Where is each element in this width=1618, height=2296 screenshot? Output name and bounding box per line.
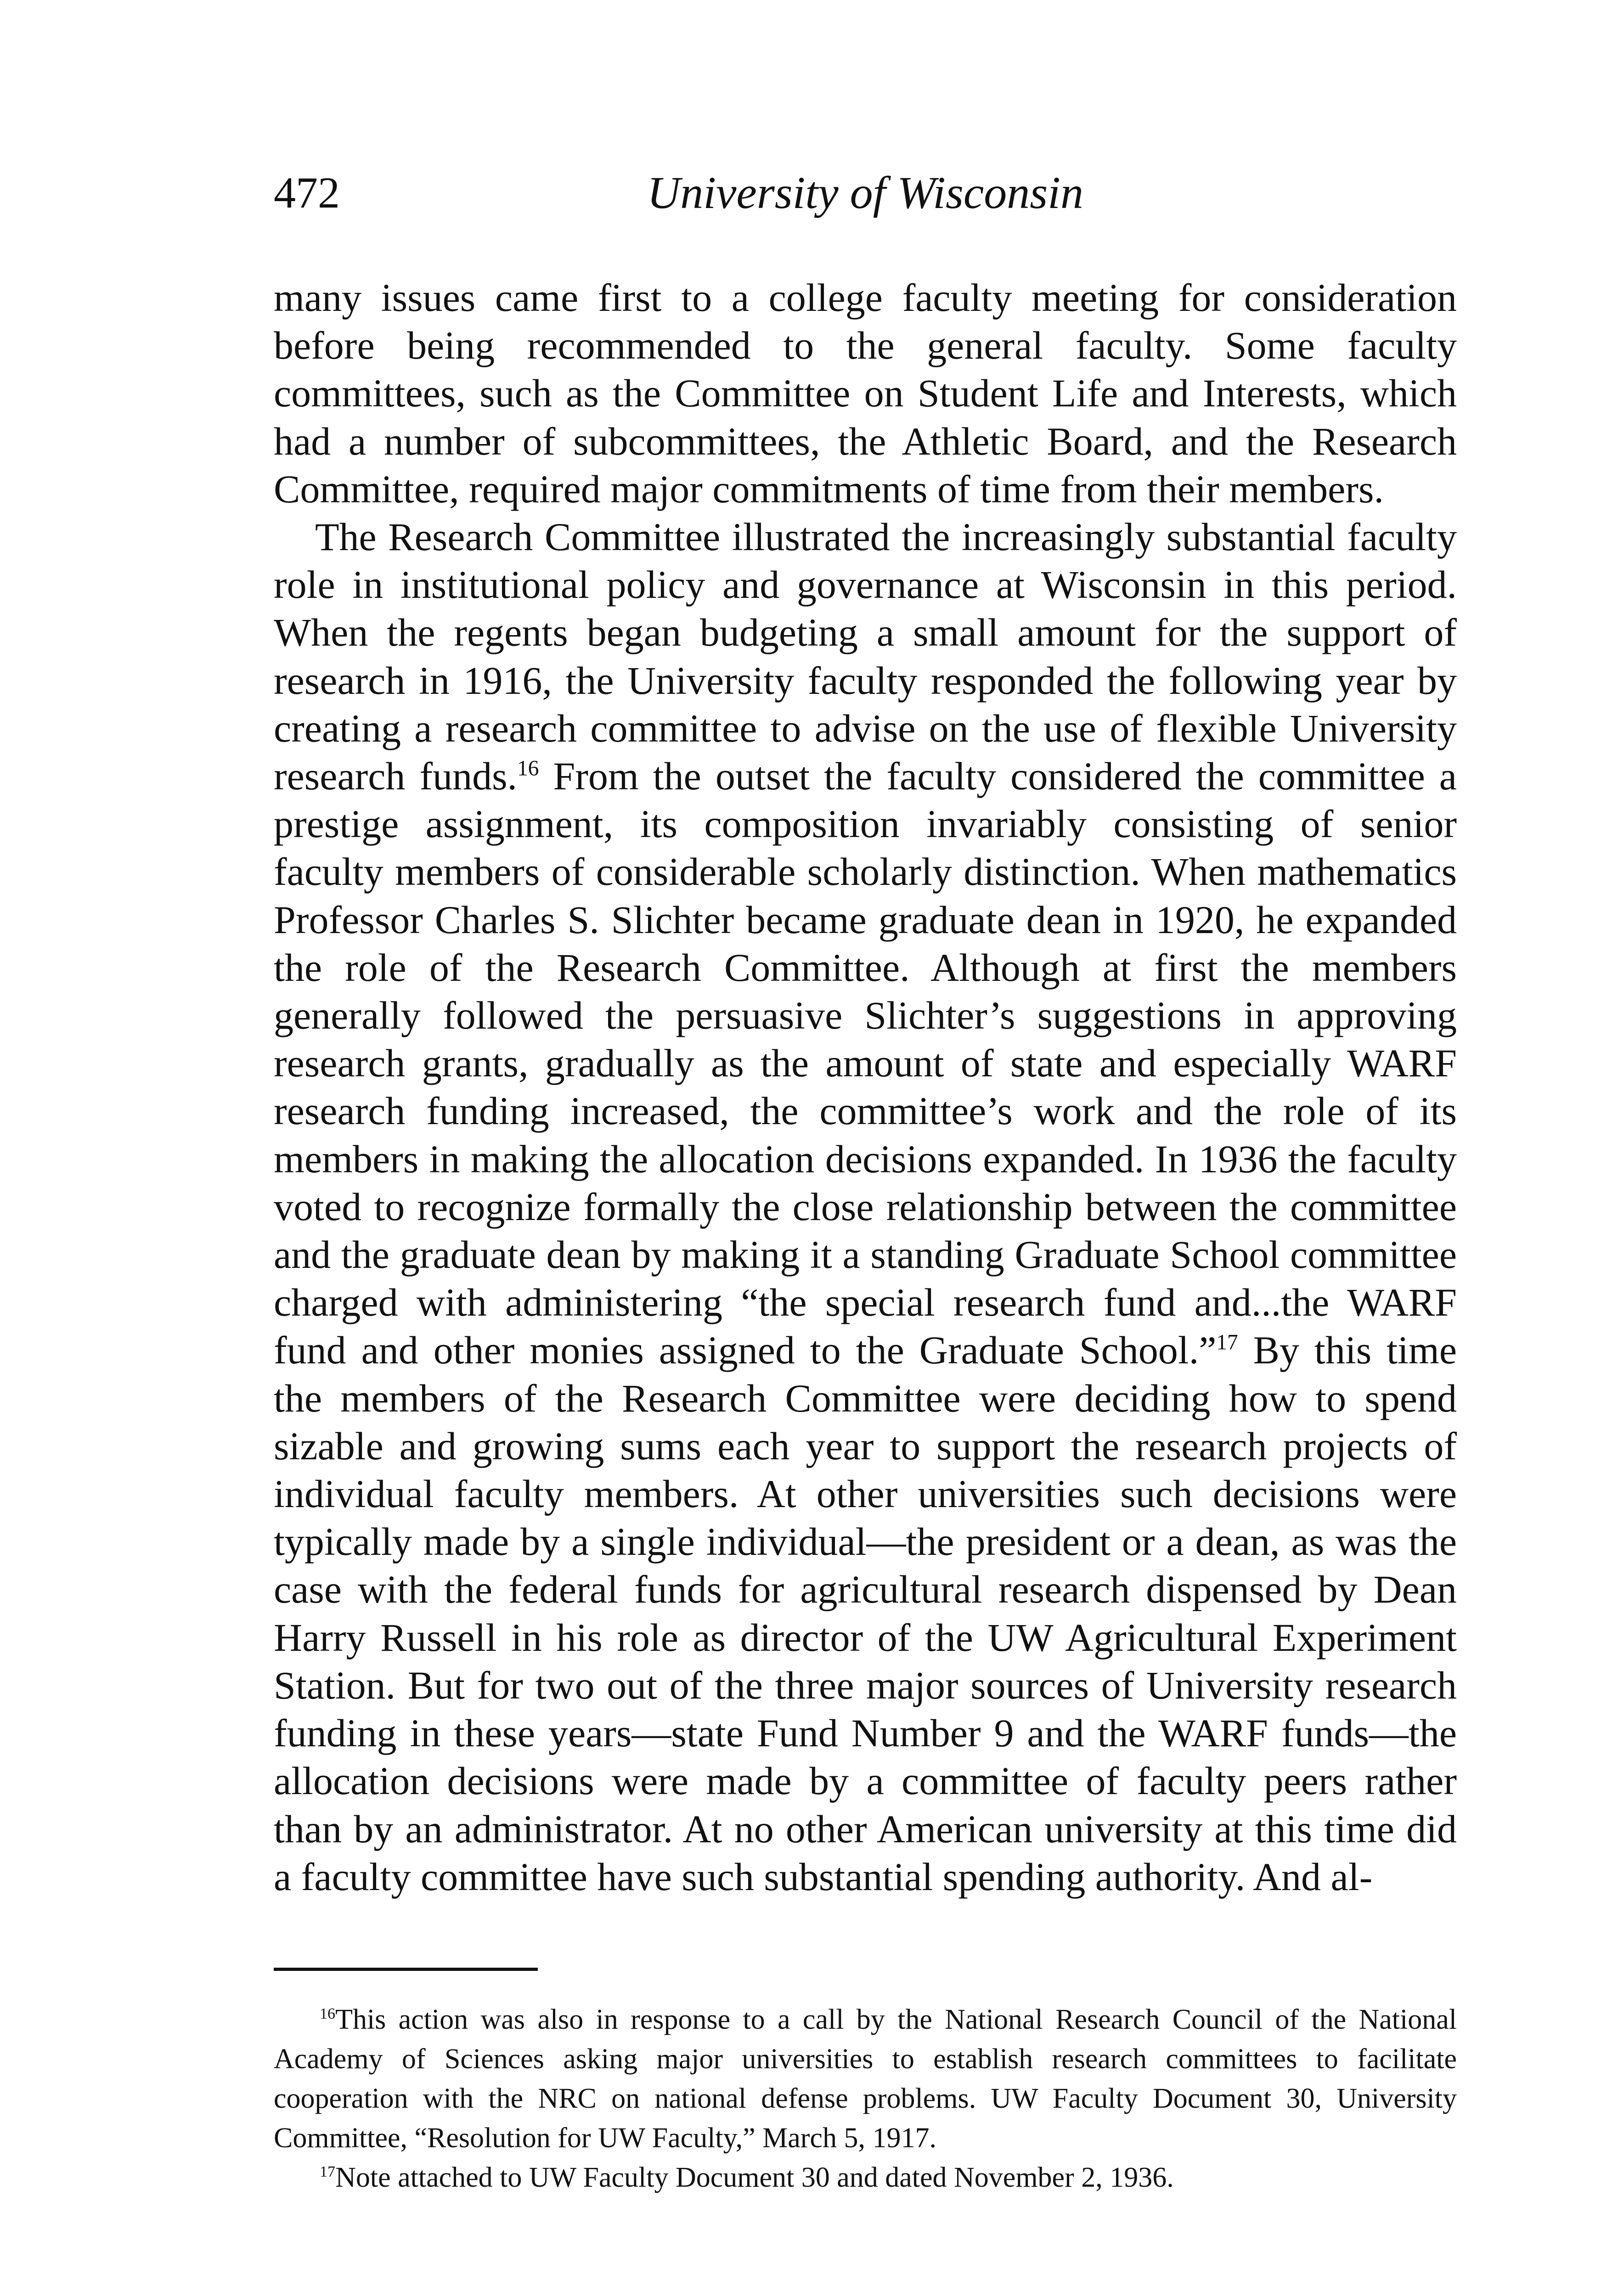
paragraph-2-text-c: By this time the members of the Research Committee were deciding how to spend sizable and growing sums each year to support the research projects of individual faculty members. At other universities such decisions were typically made by a single individual—the president or a dean, as was the case with the federal funds for agricultural research dispensed by Dean Harry Russell in his role as director of the UW Agricultural Experiment Station. But for two out of the three major sources of University research funding in these years—state Fund Number 9 and the WARF funds—the allocation decisions were made by a committee of faculty peers rather than by an administrator. At no other American university at this time did a faculty committee have such substantial spending authority. And al- <box>274 1328 1457 1899</box>
footnotes <box>274 2000 1457 2197</box>
paragraph-2-text-a: The Research Committee illustrated the increasingly substantial faculty role in institutional policy and governance at Wisconsin in this period. When the regents began budgeting a small amount for the support of research in 1916, the University faculty responded the following year by creating a research committee to advise on the use of flexible University research funds. <box>274 515 1457 799</box>
footnote-17 <box>274 2158 1457 2197</box>
paragraph-research-committee <box>274 513 1457 1901</box>
footnote-16 <box>274 2000 1457 2158</box>
footnote-reference-16: 16 <box>517 756 539 781</box>
footnote-marker: 17 <box>320 2163 336 2180</box>
paragraph-2-text-b: From the outset the faculty considered the committee a prestige assignment, its composition invariably consisting of senior faculty members of considerable scholarly distinction. When mathematics Professor Charles S. Slichter became graduate dean in 1920, he expanded the role of the Research Committee. Although at first the members generally followed the persuasive Slichter’s suggestions in approving research grants, gradually as the amount of state and especially WARF research funding increased, the committee’s work and the role of its members in making the allocation decisions expanded. In 1936 the faculty voted to recognize formally the close relationship between the committee and the graduate dean by making it a standing Graduate School committee charged with administering “the special research fund and...the WARF fund and other monies assigned to the Graduate School.” <box>274 754 1457 1373</box>
running-title: University of Wisconsin <box>647 167 1083 218</box>
paragraph-1-text: many issues came first to a college faculty meeting for consideration before being recommended to the general faculty. Some faculty committees, such as the Committee on Student Life and Interests, which had a number of subcommittees, the Athletic Board, and the Research Committee, required major commitments of time from their members. <box>274 276 1457 511</box>
running-head <box>274 165 1457 220</box>
footnote-divider <box>274 1968 538 1971</box>
footnote-text: Note attached to UW Faculty Document 30 and dated November 2, 1936. <box>335 2162 1174 2193</box>
paragraph-continued <box>274 274 1457 513</box>
footnote-reference-17: 17 <box>1216 1330 1238 1355</box>
body-text <box>274 274 1457 1901</box>
footnote-text: This action was also in response to a call by the National Research Council of the National Academy of Sciences asking major universities to establish research committees to facilitate cooperation with the NRC on national defense problems. UW Faculty Document 30, University Committee, “Resolution for UW Faculty,” March 5, 1917. <box>274 2004 1457 2154</box>
page-number: 472 <box>274 168 340 217</box>
footnote-marker: 16 <box>320 2005 336 2022</box>
